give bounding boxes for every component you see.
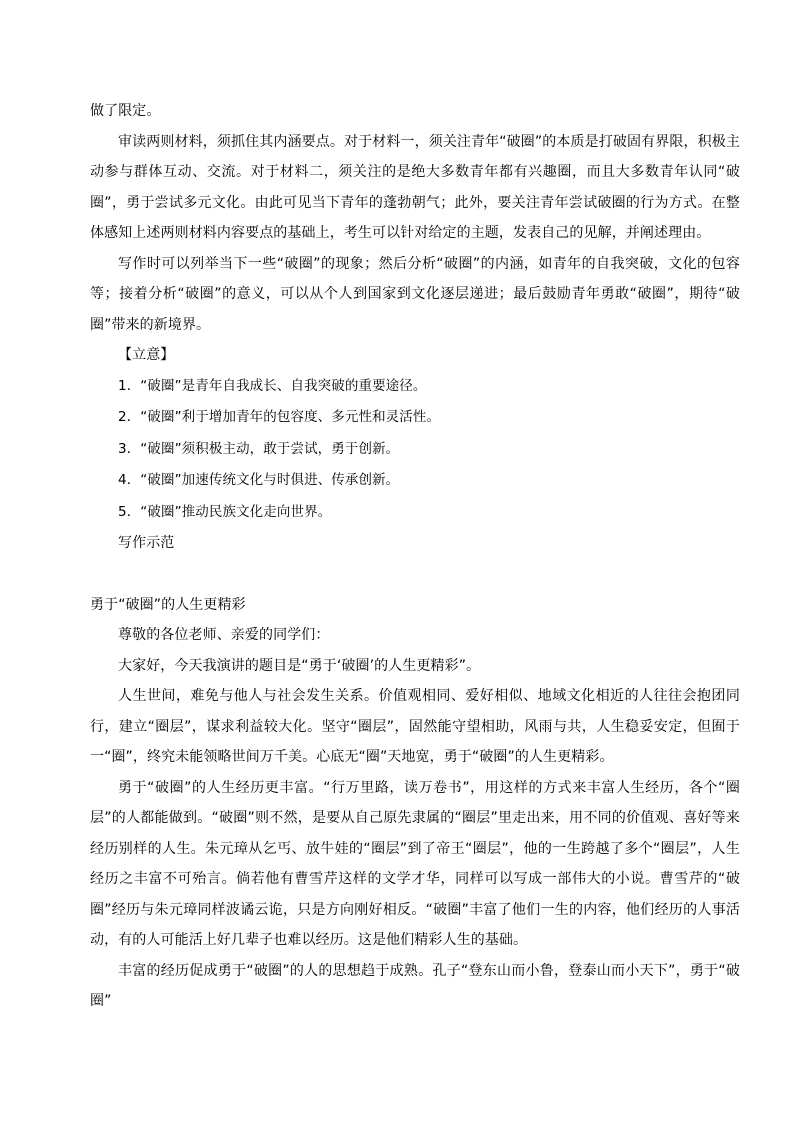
list-item: 5．“破圈”推动民族文化走向世界。 [118, 503, 332, 520]
liyi-heading: 【立意】 [118, 347, 175, 363]
paragraph-writing-approach: 写作时可以列举当下一些“破圈”的现象；然后分析“破圈”的内涵，如青年的自我突破，文化的包容等；接着分析“破圈”的意义，可以从个人到国家到文化逐层递进；最后鼓励青年勇敢“破圈”，期待“破圈”带来的新境界。 [90, 255, 740, 333]
list-item: 4．“破圈”加速传统文化与时俱进、传承创新。 [118, 472, 400, 488]
list-item: 3．“破圈”须积极主动，敢于尝试，勇于创新。 [118, 440, 400, 457]
list-item: 2．“破圈”利于增加青年的包容度、多元性和灵活性。 [118, 409, 441, 425]
liyi-list [90, 371, 740, 529]
example-label: 写作示范 [118, 535, 175, 551]
essay-paragraph: 勇于“破圈”的人生经历更丰富。“行万里路，读万卷书”，用这样的方式来丰富人生经历，各个“圈层”的人都能做到。“破圈”则不然，是要从自己原先隶属的“圈层”里走出来，用不同的价值观、喜好等来经历别样的人生。朱元璋从乞丐、放牛娃的“圈层”到了帝王“圈层”，他的一生跨越了多个“圈层”，人生经历之丰富不可殆言。倘若他有曹雪芹这样的文学才华，同样可以写成一部伟大的小说。曹雪芹的“破圈”经历与朱元璋同样波谲云诡，只是方向刚好相反。“破圈”丰富了他们一生的内容，他们经历的人事活动，有的人可能活上好几辈子也难以经历。这是他们精彩人生的基础。 [90, 779, 740, 948]
list-item: 1．“破圈”是青年自我成长、自我突破的重要途径。 [118, 377, 427, 394]
page-content [90, 96, 740, 1017]
paragraph-material-analysis: 审读两则材料，须抓住其内涵要点。对于材料一，须关注青年“破圈”的本质是打破固有界限，积极主动参与群体互动、交流。对于材料二，须关注的是绝大多数青年都有兴趣圈，而且大多数青年认同“破圈”，勇于尝试多元文化。由此可见当下青年的蓬勃朝气；此外，要关注青年尝试破圈的行为方式。在整体感知上述两则材料内容要点的基础上，考生可以针对给定的主题，发表自己的见解，并阐述理由。 [90, 133, 740, 241]
essay-title: 勇于“破圈”的人生更精彩 [90, 596, 246, 613]
essay-greeting: 尊敬的各位老师、亲爱的同学们： [118, 627, 330, 643]
paragraph-continuation: 做了限定。 [90, 103, 161, 119]
essay-paragraph: 丰富的经历促成勇于“破圈”的人的思想趋于成熟。孔子“登东山而小鲁，登泰山而小天下”，勇于“破圈” [90, 962, 740, 1009]
essay-paragraph: 人生世间，难免与他人与社会发生关系。价值观相同、爱好相似、地域文化相近的人往往会抱团同行，建立“圈层”，谋求利益较大化。坚守“圈层”，固然能守望相助，风雨与共，人生稳妥安定，但囿于一“圈”，终究未能领略世间万千美。心底无“圈”天地宽，勇于“破圈”的人生更精彩。 [90, 688, 740, 765]
essay-paragraph: 大家好，今天我演讲的题目是“勇于‘破圈’的人生更精彩”。 [118, 657, 481, 674]
